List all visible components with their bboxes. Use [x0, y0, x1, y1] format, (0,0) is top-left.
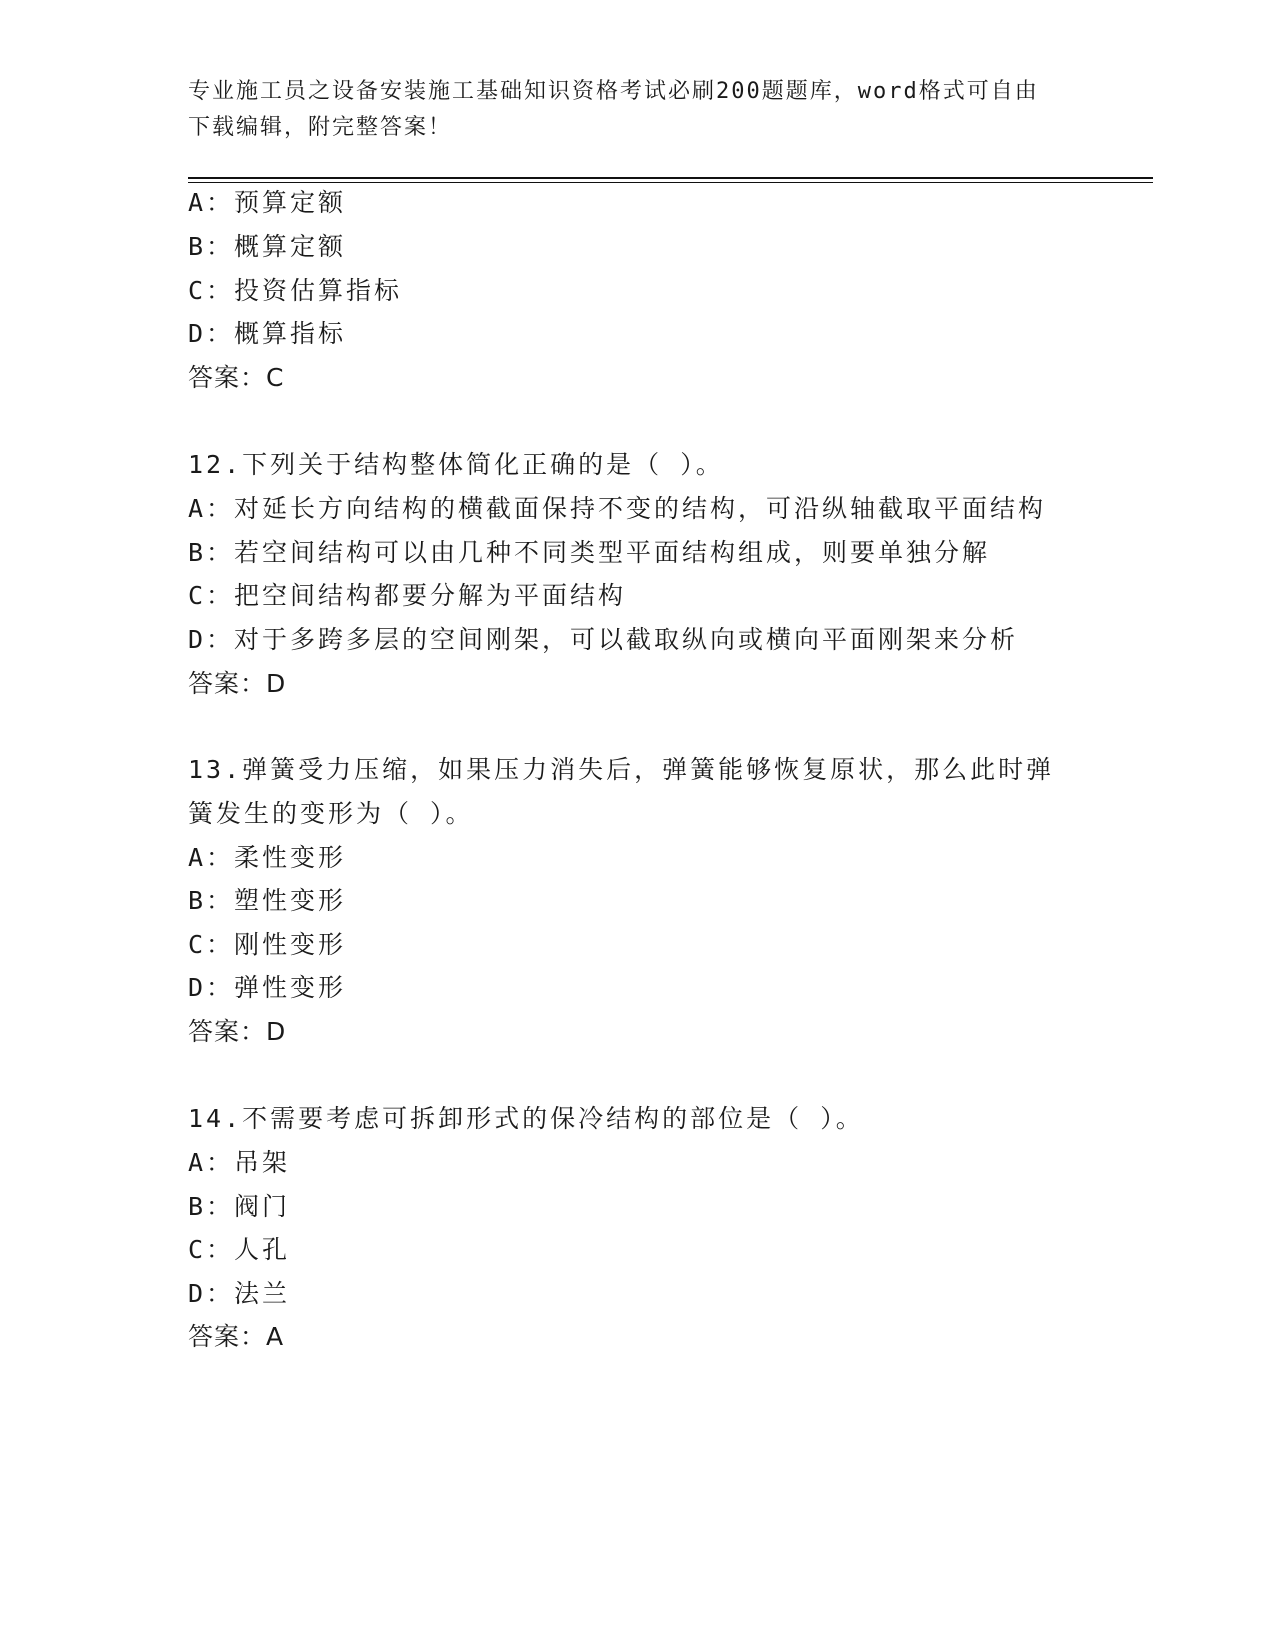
header-title-line-2: 下载编辑，附完整答案！: [188, 115, 453, 140]
q12-option-a: A：对延长方向结构的横截面保持不变的结构，可沿纵轴截取平面结构: [188, 494, 1047, 523]
q13-option-a: A：柔性变形: [188, 843, 347, 872]
q11-answer: 答案：C: [188, 363, 285, 392]
q13-answer: 答案：D: [188, 1017, 287, 1046]
header-divider-thin: [188, 182, 1153, 183]
q13-question-line-1: 13.弹簧受力压缩，如果压力消失后，弹簧能够恢复原状，那么此时弹: [188, 755, 1055, 784]
q11-option-c: C：投资估算指标: [188, 276, 403, 305]
header-divider-thick: [188, 177, 1153, 179]
q11-option-a: A：预算定额: [188, 188, 347, 217]
q14-option-b: B：阀门: [188, 1192, 291, 1221]
q12-option-d: D：对于多跨多层的空间刚架，可以截取纵向或横向平面刚架来分析: [188, 625, 1019, 654]
q13-option-c: C：刚性变形: [188, 930, 347, 959]
q14-question: 14.不需要考虑可拆卸形式的保冷结构的部位是（ ）。: [188, 1104, 864, 1133]
q14-option-d: D：法兰: [188, 1279, 291, 1308]
q12-option-b: B：若空间结构可以由几种不同类型平面结构组成，则要单独分解: [188, 538, 991, 567]
header-title-line-1: 专业施工员之设备安装施工基础知识资格考试必刷200题题库，word格式可自由: [188, 79, 1039, 104]
q12-option-c: C：把空间结构都要分解为平面结构: [188, 581, 627, 610]
q14-option-c: C：人孔: [188, 1235, 291, 1264]
q13-option-d: D：弹性变形: [188, 973, 347, 1002]
q12-question: 12.下列关于结构整体简化正确的是（ ）。: [188, 450, 724, 479]
document-header: [188, 74, 1068, 146]
q11-option-b: B：概算定额: [188, 232, 347, 261]
q11-option-d: D：概算指标: [188, 319, 347, 348]
q12-answer: 答案：D: [188, 669, 287, 698]
q13-option-b: B：塑性变形: [188, 886, 347, 915]
q13-question-line-2: 簧发生的变形为（ ）。: [188, 799, 474, 828]
q14-option-a: A：吊架: [188, 1148, 291, 1177]
q14-answer: 答案：A: [188, 1322, 285, 1351]
